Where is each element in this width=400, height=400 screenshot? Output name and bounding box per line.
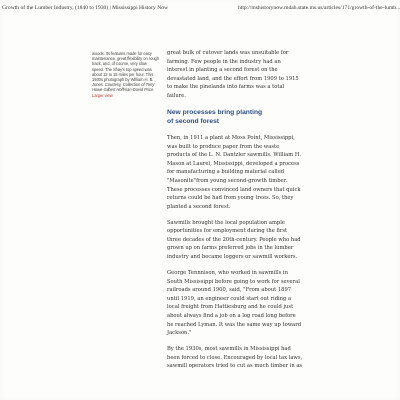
text-line: These processes convinced land owners that quick xyxy=(167,186,301,193)
text-line: farming. Few people in the industry had an xyxy=(167,58,281,65)
larger-view-link[interactable]: Larger view xyxy=(92,92,113,98)
section-heading xyxy=(167,108,372,126)
text-line: opportunities for employment during the first xyxy=(167,228,288,235)
paragraph-tennnison-quote xyxy=(167,269,372,338)
paragraph-paper-masonite xyxy=(167,134,372,211)
text-line: interest in planting a second forest on the xyxy=(167,67,278,74)
caption-line: maintenance, great flexibility on rough xyxy=(92,56,160,62)
text-line: was built to produce paper from the waste xyxy=(167,143,280,150)
paragraph-employment xyxy=(167,219,372,262)
caption-credit-line: Jones. Courtesy, Collection of Tony xyxy=(92,82,155,88)
print-header-url: http://mshistorynow.mdah.state.ms.us/articles/171/growth-of-the-lumb... xyxy=(238,5,400,11)
text-line: products of the L. N. Dantzler sawmills. William H. xyxy=(167,152,302,159)
text-line: devastated land, and the effort from 1909 to 1915 xyxy=(167,75,299,82)
text-line: failure. xyxy=(167,92,186,99)
text-line: By the 1930s, most sawmills in Mississippi had xyxy=(167,346,291,353)
text-line: local freight from Hattiesburg and he could just xyxy=(167,304,294,311)
text-line: railroads around 1900, said, "From about 1897 xyxy=(167,287,292,294)
text-line: until 1919, an engineer could start out riding a xyxy=(167,295,292,302)
print-header-title: Growth of the Lumber Industry, (1840 to 1930) | Mississippi History Now xyxy=(2,5,169,11)
text-line: Mason at Laurel, Mississippi, developed a process xyxy=(167,160,300,167)
paragraph-sawmill-closures xyxy=(167,345,372,371)
text-line: grown up on farms preferred jobs in the lumber xyxy=(167,245,294,252)
text-line: to make the pinelands into farms was a total xyxy=(167,84,285,91)
text-line: planted a second forest. xyxy=(167,203,231,210)
heading-line: New processes bring planting xyxy=(167,108,263,116)
text-line: George Tennnison, who worked in sawmills in xyxy=(167,269,288,276)
text-line: three decades of the 20th-century. People who had xyxy=(167,236,301,243)
text-line: sawmill operators tried to cut as much timber in as xyxy=(167,363,303,370)
text-line: he reached Lyman. It was the same way up toward xyxy=(167,321,302,328)
print-header xyxy=(0,0,400,16)
text-line: great bulk of cutover lands was unsuitable for xyxy=(167,50,289,56)
text-line: about always find a job on a log road long before xyxy=(167,312,296,319)
caption-line: track, and, of course, very slow xyxy=(92,61,147,67)
caption-credit-line: Howe-Gilbert Hoffman-David Price. xyxy=(92,87,155,93)
photo-caption xyxy=(92,51,160,98)
text-line: industry and became loggers or sawmill workers. xyxy=(167,254,298,261)
caption-line: speed. The Shay's top speed was xyxy=(92,66,152,72)
text-line: Then, in 1911 a plant at Moss Point, Mississippi, xyxy=(167,135,295,142)
text-line: "Masonite"from young second-growth timber. xyxy=(167,178,288,185)
text-line: been forced to close. Encouraged by local tax laws, xyxy=(167,354,303,361)
caption-line: woods. Its features made for easy xyxy=(92,51,152,56)
heading-line: of second forest xyxy=(167,118,220,126)
text-line: South Mississippi before going to work for several xyxy=(167,278,300,285)
intro-paragraph xyxy=(167,49,372,101)
caption-line: 1930s photograph by William H. B. xyxy=(92,77,154,83)
text-line: Jackson." xyxy=(167,330,192,337)
text-line: Sawmills brought the local population ample xyxy=(167,219,285,226)
article-body xyxy=(167,49,372,378)
text-line: for manufacturing a building material called xyxy=(167,169,285,176)
text-line: returns could be had from young trees. So, they xyxy=(167,195,294,202)
caption-line: about 12 to 15 miles per hour. This xyxy=(92,71,154,77)
